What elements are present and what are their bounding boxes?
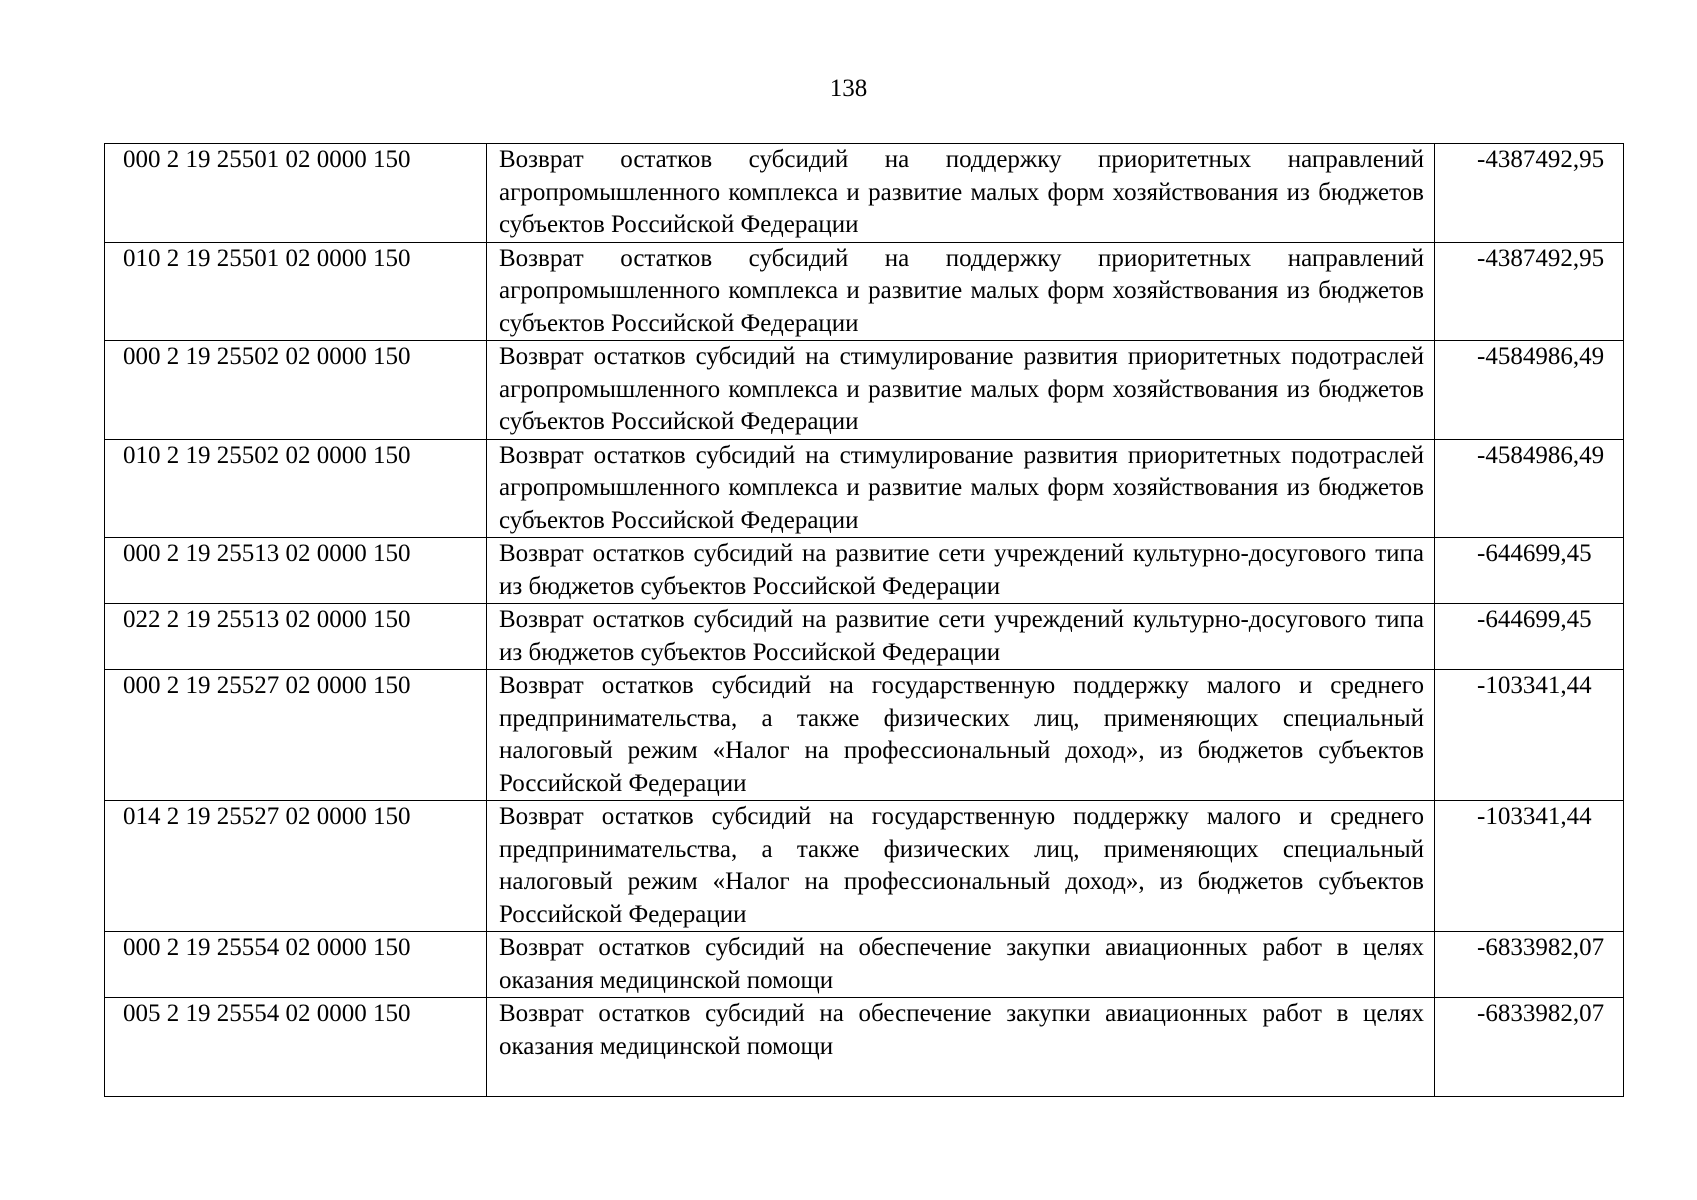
description-cell: Возврат остатков субсидий на государственную поддержку малого и среднего предпринимательства, а также физических лиц, применяющих специальный налоговый режим «Налог на профессиональный доход», из бюджетов субъектов Российской Федерации — [487, 801, 1435, 932]
amount-cell: -4387492,95 — [1435, 144, 1624, 243]
description-cell: Возврат остатков субсидий на развитие сети учреждений культурно-досугового типа из бюджетов субъектов Российской Федерации — [487, 604, 1435, 670]
code-cell: 010 2 19 25502 02 0000 150 — [105, 439, 487, 538]
table-row — [105, 670, 1624, 801]
code-cell: 000 2 19 25513 02 0000 150 — [105, 538, 487, 604]
amount-cell: -6833982,07 — [1435, 932, 1624, 998]
table-row — [105, 932, 1624, 998]
code-cell: 022 2 19 25513 02 0000 150 — [105, 604, 487, 670]
description-cell: Возврат остатков субсидий на обеспечение закупки авиационных работ в целях оказания медицинской помощи — [487, 998, 1435, 1097]
description-cell: Возврат остатков субсидий на стимулирование развития приоритетных подотраслей агропромышленного комплекса и развитие малых форм хозяйствования из бюджетов субъектов Российской Федерации — [487, 439, 1435, 538]
table-row — [105, 801, 1624, 932]
description-cell: Возврат остатков субсидий на государственную поддержку малого и среднего предпринимательства, а также физических лиц, применяющих специальный налоговый режим «Налог на профессиональный доход», из бюджетов субъектов Российской Федерации — [487, 670, 1435, 801]
description-cell: Возврат остатков субсидий на поддержку приоритетных направлений агропромышленного комплекса и развитие малых форм хозяйствования из бюджетов субъектов Российской Федерации — [487, 144, 1435, 243]
table-row — [105, 242, 1624, 341]
table-row — [105, 439, 1624, 538]
amount-cell: -4584986,49 — [1435, 439, 1624, 538]
code-cell: 000 2 19 25527 02 0000 150 — [105, 670, 487, 801]
description-cell: Возврат остатков субсидий на поддержку приоритетных направлений агропромышленного комплекса и развитие малых форм хозяйствования из бюджетов субъектов Российской Федерации — [487, 242, 1435, 341]
description-cell: Возврат остатков субсидий на обеспечение закупки авиационных работ в целях оказания медицинской помощи — [487, 932, 1435, 998]
code-cell: 005 2 19 25554 02 0000 150 — [105, 998, 487, 1097]
page-number: 138 — [829, 75, 868, 102]
code-cell: 014 2 19 25527 02 0000 150 — [105, 801, 487, 932]
amount-cell: -644699,45 — [1435, 538, 1624, 604]
table-row — [105, 144, 1624, 243]
amount-cell: -103341,44 — [1435, 670, 1624, 801]
budget-table — [104, 143, 1624, 1097]
amount-cell: -644699,45 — [1435, 604, 1624, 670]
code-cell: 000 2 19 25554 02 0000 150 — [105, 932, 487, 998]
code-cell: 010 2 19 25501 02 0000 150 — [105, 242, 487, 341]
amount-cell: -103341,44 — [1435, 801, 1624, 932]
table-row — [105, 604, 1624, 670]
table-row — [105, 998, 1624, 1097]
table-row — [105, 341, 1624, 440]
amount-cell: -6833982,07 — [1435, 998, 1624, 1097]
amount-cell: -4387492,95 — [1435, 242, 1624, 341]
description-cell: Возврат остатков субсидий на развитие сети учреждений культурно-досугового типа из бюджетов субъектов Российской Федерации — [487, 538, 1435, 604]
description-cell: Возврат остатков субсидий на стимулирование развития приоритетных подотраслей агропромышленного комплекса и развитие малых форм хозяйствования из бюджетов субъектов Российской Федерации — [487, 341, 1435, 440]
amount-cell: -4584986,49 — [1435, 341, 1624, 440]
code-cell: 000 2 19 25502 02 0000 150 — [105, 341, 487, 440]
code-cell: 000 2 19 25501 02 0000 150 — [105, 144, 487, 243]
table-row — [105, 538, 1624, 604]
